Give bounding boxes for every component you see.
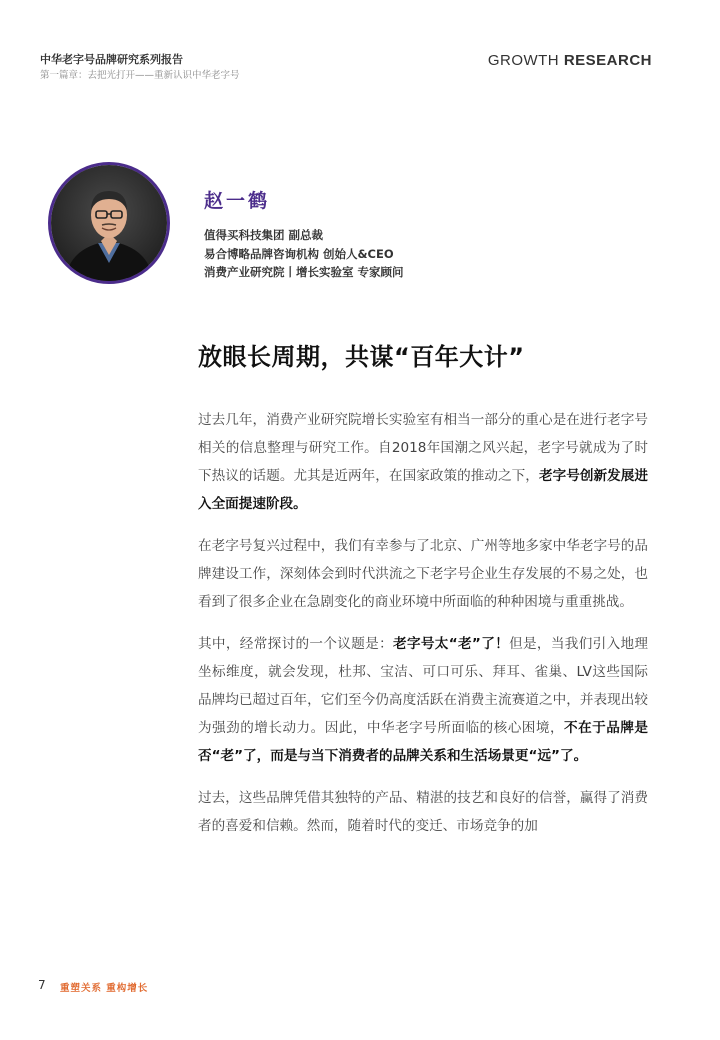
person-titles [204,226,404,282]
brand-logo [488,52,652,69]
footer-tagline: 重塑关系 重构增长 [60,983,149,994]
p3-text-c: 但是，当我们引入地理坐标维度，就会发现，杜邦、宝洁、可口可乐、拜耳、雀巢、LV这些国际品牌均已超过百年，它们至今仍高度活跃在消费主流赛道之中，并表现出较为强劲的增长动力。因此，中华老字号所面临的核心困境， [198,636,649,736]
paragraph-2: 在老字号复兴过程中，我们有幸参与了北京、广州等地多家中华老字号的品牌建设工作，深刻体会到时代洪流之下老字号企业生存发展的不易之处，也看到了很多企业在急剧变化的商业环境中所面临的种种困境与重重挑战。 [198,538,648,610]
person-title-3: 消费产业研究院丨增长实验室 专家顾问 [204,265,404,279]
brand-bold: RESEARCH [563,52,652,69]
avatar [48,162,170,284]
paragraph-3 [198,630,648,770]
article-body [198,406,648,854]
p3-emphasis-a: 老字号太“老”了！ [393,636,510,652]
p3-text-a: 其中，经常探讨的一个议题是： [198,636,394,652]
portrait-photo-icon [51,165,167,281]
page-number: 7 [38,978,46,992]
report-title: 中华老字号品牌研究系列报告 [40,53,183,66]
chapter-subtitle: 第一篇章：去把光打开——重新认识中华老字号 [40,70,240,81]
p1-emphasis: 老字号创新发展进入全面提速阶段。 [198,468,649,512]
person-title-1: 值得买科技集团 副总裁 [204,228,324,242]
person-title-2: 易合博略品牌咨询机构 创始人&CEO [204,246,394,261]
paragraph-1 [198,406,648,518]
person-name: 赵一鹤 [204,190,271,212]
p3-emphasis-b: 不在于品牌是否“老”了，而是与当下消费者的品牌关系和生活场景更“远”了。 [198,720,649,764]
article-headline: 放眼长周期，共谋“百年大计” [198,343,525,371]
brand-prefix: GROWTH [487,52,564,69]
paragraph-4: 过去，这些品牌凭借其独特的产品、精湛的技艺和良好的信誉，赢得了消费者的喜爱和信赖。然而，随着时代的变迁、市场竞争的加 [198,790,648,834]
p1-text: 过去几年，消费产业研究院增长实验室有相当一部分的重心是在进行老字号相关的信息整理与研究工作。自2018年国潮之风兴起，老字号就成为了时下热议的话题。尤其是近两年，在国家政策的推动之下， [198,412,648,484]
report-header [40,52,240,83]
